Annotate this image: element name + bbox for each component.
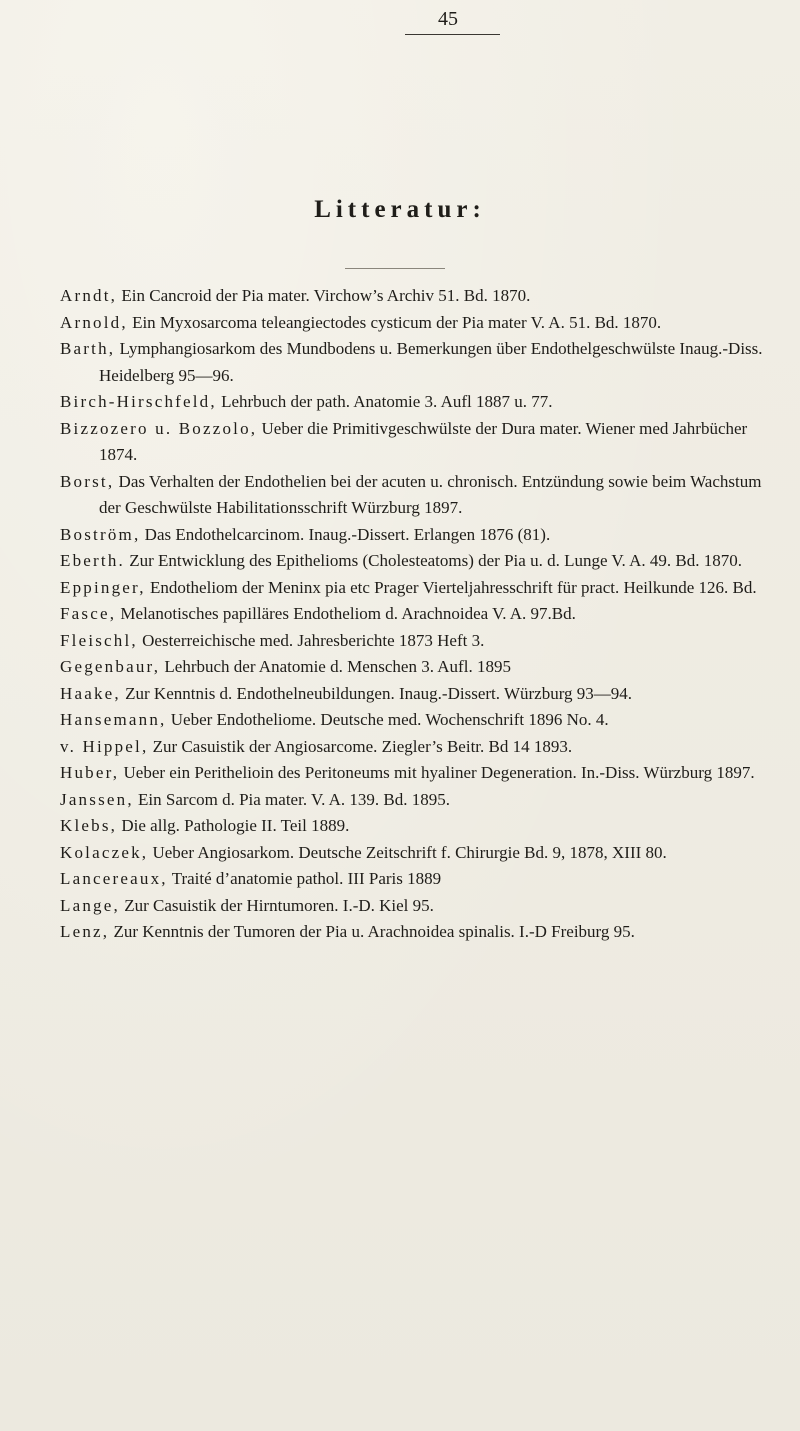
page-number-underline [405, 34, 500, 35]
bibliography-entry [60, 336, 782, 389]
entry-text: Zur Kenntnis der Tumoren der Pia u. Arachnoidea spinalis. I.-D Freiburg 95. [113, 922, 635, 941]
bibliography-entry [60, 919, 782, 946]
bibliography-entry [60, 893, 782, 920]
entry-text: Oesterreichische med. Jahresberichte 1873 Heft 3. [142, 630, 485, 650]
bibliography-entry [60, 760, 782, 787]
bibliography-entry [60, 813, 782, 840]
entry-author: Eberth. [60, 551, 125, 570]
entry-text: Das Verhalten der Endothelien bei der acuten u. chronisch. Entzündung sowie beim Wachstum der Geschwülste Habilitationsschrift Würzburg 1897. [99, 471, 762, 517]
entry-author: v. Hippel, [60, 736, 149, 756]
bibliography-entry [60, 654, 782, 681]
page-number: 45 [438, 8, 458, 30]
entry-author: Eppinger, [60, 577, 146, 597]
entry-author: Bizzozero u. Bozzolo, [60, 418, 258, 438]
entry-text: Lehrbuch der Anatomie d. Menschen 3. Aufl. 1895 [164, 657, 511, 676]
entry-author: Klebs, [60, 816, 118, 835]
bibliography-entry [60, 469, 782, 522]
entry-text: Traité d’anatomie pathol. III Paris 1889 [171, 869, 442, 888]
bibliography-entry [60, 310, 782, 337]
entry-text: Zur Casuistik der Hirntumoren. I.-D. Kiel 95. [124, 895, 434, 915]
heading-divider [345, 268, 445, 269]
entry-text: Endotheliom der Meninx pia etc Prager Vierteljahresschrift für pract. Heilkunde 126. Bd. [149, 577, 757, 597]
bibliography-entry [60, 522, 782, 549]
entry-author: Lange, [60, 895, 120, 915]
entry-author: Huber, [60, 763, 120, 782]
entry-text: Ueber ein Perithelioin des Peritoneums mit hyaliner Degeneration. In.-Diss. Würzburg 1897. [123, 763, 755, 782]
entry-text: Ueber Endotheliome. Deutsche med. Wochenschrift 1896 No. 4. [170, 710, 609, 729]
entry-author: Haake, [60, 683, 121, 703]
bibliography-entry [60, 416, 782, 469]
entry-text: Zur Entwicklung des Epithelioms (Cholesteatoms) der Pia u. d. Lunge V. A. 49. Bd. 1870. [129, 551, 742, 570]
entry-author: Lancereaux, [60, 869, 168, 888]
entry-author: Arndt, [60, 286, 118, 305]
entry-text: Ueber Angiosarkom. Deutsche Zeitschrift f. Chirurgie Bd. 9, 1878, XIII 80. [152, 842, 667, 862]
bibliography-list [60, 283, 782, 946]
entry-author: Barth, [60, 339, 116, 358]
entry-text: Ein Sarcom d. Pia mater. V. A. 139. Bd. 1895. [138, 789, 451, 809]
bibliography-entry [60, 283, 782, 310]
entry-text: Melanotisches papilläres Endotheliom d. Arachnoidea V. A. 97.Bd. [120, 604, 576, 623]
entry-text: Lehrbuch der path. Anatomie 3. Aufl 1887 u. 77. [221, 392, 553, 411]
entry-author: Janssen, [60, 789, 134, 809]
entry-text: Ein Cancroid der Pia mater. Virchow’s Archiv 51. Bd. 1870. [121, 286, 531, 305]
bibliography-entry [60, 734, 782, 761]
entry-author: Gegenbaur, [60, 657, 161, 676]
entry-author: Boström, [60, 524, 141, 544]
entry-author: Arnold, [60, 312, 128, 332]
bibliography-entry [60, 707, 782, 734]
entry-author: Birch-Hirschfeld, [60, 392, 217, 411]
entry-text: Zur Kenntnis d. Endothelneubildungen. Inaug.-Dissert. Würzburg 93—94. [125, 683, 633, 703]
entry-author: Hansemann, [60, 710, 167, 729]
entry-text: Das Endothelcarcinom. Inaug.-Dissert. Erlangen 1876 (81). [144, 524, 551, 544]
entry-author: Lenz, [60, 922, 110, 941]
entry-author: Fleischl, [60, 630, 138, 650]
entry-author: Fasce, [60, 604, 117, 623]
bibliography-entry [60, 681, 782, 708]
bibliography-entry [60, 628, 782, 655]
section-heading: Litteratur: [314, 196, 486, 223]
bibliography-entry [60, 548, 782, 575]
entry-text: Ein Myxosarcoma teleangiectodes cysticum der Pia mater V. A. 51. Bd. 1870. [132, 312, 662, 332]
bibliography-entry [60, 601, 782, 628]
entry-text: Die allg. Pathologie II. Teil 1889. [121, 816, 350, 835]
entry-text: Lymphangiosarkom des Mundbodens u. Bemerkungen über Endothelgeschwülste Inaug.-Diss. Heidelberg 95—96. [99, 339, 763, 385]
bibliography-entry [60, 389, 782, 416]
bibliography-entry [60, 866, 782, 893]
entry-text: Ueber die Primitivgeschwülste der Dura mater. Wiener med Jahrbücher 1874. [99, 418, 748, 464]
entry-text: Zur Casuistik der Angiosarcome. Ziegler’s Beitr. Bd 14 1893. [152, 736, 573, 756]
bibliography-entry [60, 575, 782, 602]
bibliography-entry [60, 787, 782, 814]
entry-author: Kolaczek, [60, 842, 149, 862]
bibliography-entry [60, 840, 782, 867]
entry-author: Borst, [60, 471, 115, 491]
